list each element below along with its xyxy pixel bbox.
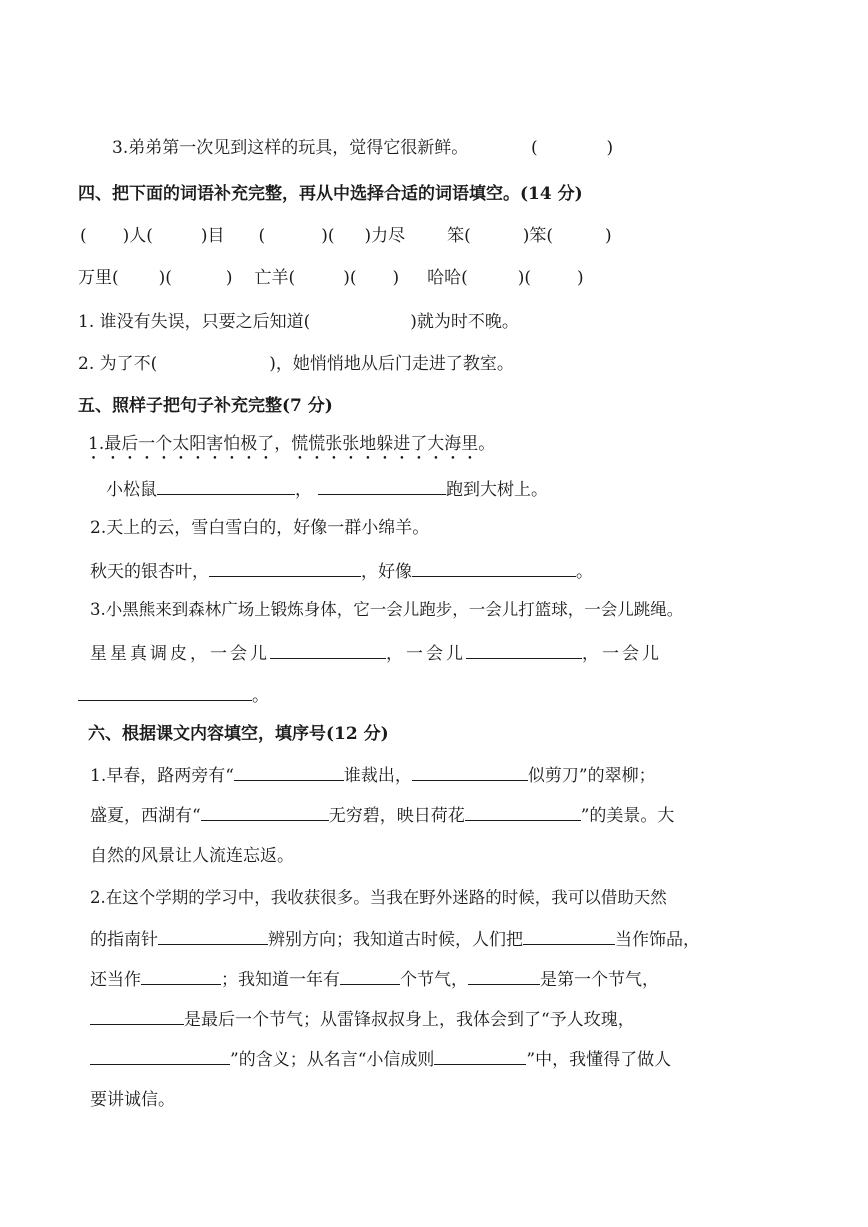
- section-5-title: 五、照样子把句子补充完整(7 分): [78, 396, 333, 416]
- answer-blank[interactable]: [209, 558, 361, 577]
- word-blank-part: (: [258, 226, 266, 246]
- section-4-row-1: [80, 224, 612, 248]
- word-blank-part: )目: [200, 226, 225, 246]
- para-text: 当作饰品，: [615, 930, 700, 950]
- fill-text: ，好像: [361, 562, 412, 582]
- section-6-p2-line-2: [90, 926, 700, 952]
- word-blank-part: ): [605, 226, 612, 246]
- fill-text: 跑到大树上。: [446, 480, 548, 500]
- para-text: 辨别方向；我知道古时候，人们把: [268, 930, 523, 950]
- para-text: 盛夏，西湖有“: [90, 806, 201, 826]
- para-text: ”中，我懂得了做人: [526, 1050, 672, 1070]
- word-blank-part: 亡羊(: [254, 268, 296, 288]
- fill-text: 星星真调皮，一会儿: [90, 644, 270, 664]
- para-text: 无穷碧，映日荷花: [328, 806, 465, 826]
- fill-text: ，: [295, 480, 312, 500]
- para-text: 谁裁出，: [343, 766, 412, 786]
- answer-blank[interactable]: [412, 762, 528, 781]
- word-blank-part: ): [225, 268, 233, 288]
- para-text: 似剪刀”的翠柳；: [527, 766, 656, 786]
- word-blank-part: 哈哈(: [427, 268, 468, 288]
- fill-text: 。: [576, 562, 593, 582]
- word-blank-part: 笨(: [447, 226, 471, 246]
- fill-text: 。: [252, 686, 269, 706]
- answer-blank[interactable]: [434, 1046, 526, 1065]
- word-blank-part: 万里(: [78, 268, 119, 288]
- word-blank-part: )(: [343, 268, 357, 288]
- example-3: 3.小黑熊来到森林广场上锻炼身体，它一会儿跑步，一会儿打篮球，一会儿跳绳。: [90, 600, 684, 619]
- para-text: ”的含义；从名言“小信成则: [230, 1050, 435, 1070]
- answer-blank[interactable]: [78, 682, 252, 701]
- section-4-sentence-2: [78, 352, 514, 376]
- answer-blank[interactable]: [468, 966, 540, 985]
- para-text: 还当作: [90, 970, 141, 990]
- para-text: 的指南针: [90, 930, 158, 950]
- section-4-sentence-1: [78, 310, 519, 334]
- answer-blank[interactable]: [523, 926, 615, 945]
- section-6-p1-line-3: 自然的风景让人流连忘返。: [90, 846, 294, 866]
- answer-blank[interactable]: [234, 762, 344, 781]
- answer-blank[interactable]: [318, 476, 446, 495]
- section-4-row-2: [78, 266, 584, 290]
- para-text: ；我知道一年有: [221, 970, 340, 990]
- item-3-text: 3.弟弟第一次见到这样的玩具，觉得它很新鲜。: [112, 138, 469, 158]
- sentence-text: 2. 为了不(: [78, 354, 158, 374]
- para-text: 1.早春，路两旁有“: [90, 766, 234, 786]
- section-6-p2-line-5: [90, 1046, 671, 1072]
- fill-text: 小松鼠: [106, 480, 157, 500]
- answer-blank[interactable]: [340, 966, 400, 985]
- word-blank-part: )(: [517, 268, 531, 288]
- section-6-p1-line-1: [90, 762, 656, 788]
- section-6-title: 六、根据课文内容填空，填序号(12 分): [88, 724, 389, 744]
- example-1-fill: [106, 476, 548, 502]
- para-text: 个节气，: [400, 970, 468, 990]
- fill-text: 秋天的银杏叶，: [90, 562, 209, 582]
- fill-text: ，一会儿: [386, 644, 466, 664]
- word-blank-part: )(: [158, 268, 172, 288]
- section-6-p2-line-1: 2.在这个学期的学习中，我收获很多。当我在野外迷路的时候，我可以借助天然: [90, 888, 667, 907]
- sentence-text: 1. 谁没有失误，只要之后知道(: [78, 312, 311, 332]
- word-blank-part: )笨(: [522, 226, 553, 246]
- answer-blank[interactable]: [465, 802, 581, 821]
- answer-blank[interactable]: [141, 966, 221, 985]
- para-text: ”的美景。大: [580, 806, 675, 826]
- example-3-fill-cont: [78, 682, 269, 708]
- item-3-line: [112, 136, 613, 160]
- word-blank-part: )人(: [122, 226, 153, 246]
- section-6-p2-line-3: [90, 966, 659, 992]
- answer-blank[interactable]: [157, 476, 295, 495]
- answer-blank[interactable]: [270, 640, 386, 659]
- answer-paren-open: (: [531, 138, 538, 158]
- answer-blank[interactable]: [412, 558, 576, 577]
- answer-paren-close: ): [606, 138, 614, 158]
- answer-blank[interactable]: [90, 1046, 230, 1065]
- sentence-text: )就为时不晚。: [410, 312, 519, 332]
- para-text: 是第一个节气，: [540, 970, 659, 990]
- word-blank-part: (: [80, 226, 87, 246]
- example-2: 2.天上的云，雪白雪白的，好像一群小绵羊。: [90, 518, 430, 538]
- section-6-p1-line-2: [90, 802, 674, 828]
- answer-blank[interactable]: [90, 1006, 184, 1025]
- example-3-fill: [90, 640, 662, 666]
- answer-blank[interactable]: [201, 802, 329, 821]
- section-6-p2-line-4: [90, 1006, 635, 1032]
- para-text: 是最后一个节气；从雷锋叔叔身上，我体会到了“予人玫瑰，: [184, 1010, 635, 1030]
- answer-blank[interactable]: [466, 640, 582, 659]
- answer-blank[interactable]: [158, 926, 268, 945]
- fill-text: ，一会儿: [582, 644, 662, 664]
- word-blank-part: )力尽: [364, 226, 406, 246]
- section-4-title: 四、把下面的词语补充完整，再从中选择合适的词语填空。(14 分): [78, 184, 583, 204]
- sentence-text: )，她悄悄地从后门走进了教室。: [269, 354, 514, 374]
- word-blank-part: ): [392, 268, 400, 288]
- word-blank-part: ): [577, 268, 584, 288]
- example-1: 1.最后一个太阳害怕极了，慌慌张张地躲进了大海里。: [88, 434, 496, 454]
- example-2-fill: [90, 558, 593, 584]
- section-6-p2-line-6: 要讲诚信。: [90, 1090, 175, 1110]
- word-blank-part: )(: [321, 226, 335, 246]
